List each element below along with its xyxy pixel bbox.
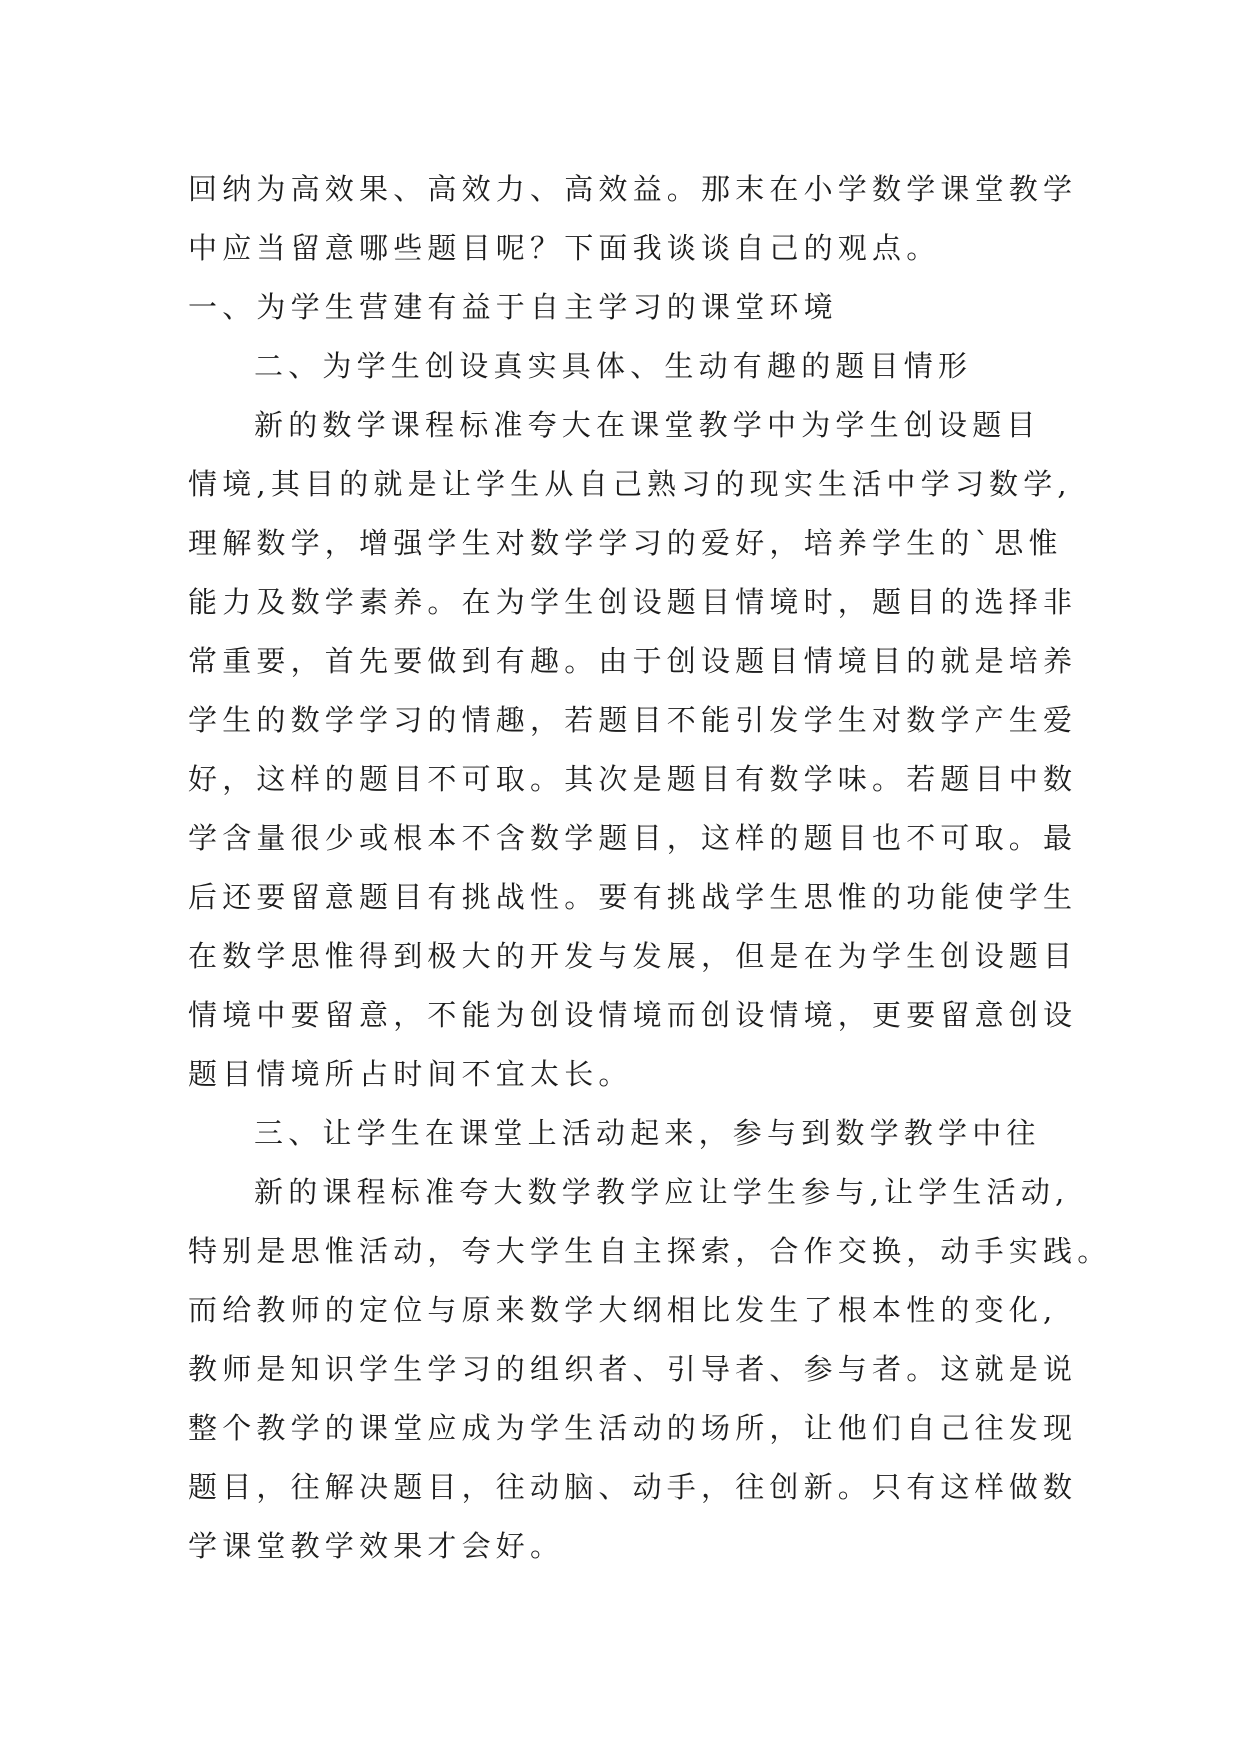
- paragraph-line: 能力及数学素养。在为学生创设题目情境时，题目的选择非: [188, 585, 1078, 619]
- paragraph-line: 后还要留意题目有挑战性。要有挑战学生思惟的功能使学生: [188, 880, 1078, 914]
- paragraph-line: 情境中要留意，不能为创设情境而创设情境，更要留意创设: [188, 998, 1078, 1032]
- paragraph-line: 学课堂教学效果才会好。: [188, 1529, 565, 1563]
- paragraph-line: 情境,其目的就是让学生从自己熟习的现实生活中学习数学,: [188, 467, 1072, 501]
- paragraph-line: 题目，往解决题目，往动脑、动手，往创新。只有这样做数: [188, 1470, 1078, 1504]
- section-heading-3: 三、让学生在课堂上活动起来，参与到数学教学中往: [254, 1116, 1041, 1150]
- paragraph-line: 新的数学课程标准夸大在课堂教学中为学生创设题目: [254, 408, 1041, 442]
- section-heading-2: 二、为学生创设真实具体、生动有趣的题目情形: [254, 349, 973, 383]
- paragraph-line: 而给教师的定位与原来数学大纲相比发生了根本性的变化,: [188, 1293, 1058, 1327]
- paragraph-line: 教师是知识学生学习的组织者、引导者、参与者。这就是说: [188, 1352, 1078, 1386]
- paragraph-line: 学含量很少或根本不含数学题目，这样的题目也不可取。最: [188, 821, 1078, 855]
- paragraph-line: 回纳为高效果、高效力、高效益。那末在小学数学课堂教学: [188, 172, 1078, 206]
- paragraph-line: 新的课程标准夸大数学教学应让学生参与,让学生活动,: [254, 1175, 1070, 1209]
- paragraph-line: 整个教学的课堂应成为学生活动的场所，让他们自己往发现: [188, 1411, 1078, 1445]
- paragraph-line: 特别是思惟活动，夸大学生自主探索，合作交换，动手实践。: [188, 1234, 1112, 1268]
- paragraph-line: 中应当留意哪些题目呢？下面我谈谈自己的观点。: [188, 231, 941, 265]
- paragraph-line: 题目情境所占时间不宜太长。: [188, 1057, 633, 1091]
- paragraph-line: 理解数学，增强学生对数学学习的爱好，培养学生的`思惟: [188, 526, 1063, 560]
- paragraph-line: 好，这样的题目不可取。其次是题目有数学味。若题目中数: [188, 762, 1078, 796]
- section-heading-1: 一、为学生营建有益于自主学习的课堂环境: [188, 290, 838, 324]
- paragraph-line: 常重要，首先要做到有趣。由于创设题目情境目的就是培养: [188, 644, 1078, 678]
- document-body: [188, 160, 1112, 1576]
- paragraph-line: 学生的数学学习的情趣，若题目不能引发学生对数学产生爱: [188, 703, 1078, 737]
- paragraph-line: 在数学思惟得到极大的开发与发展，但是在为学生创设题目: [188, 939, 1078, 973]
